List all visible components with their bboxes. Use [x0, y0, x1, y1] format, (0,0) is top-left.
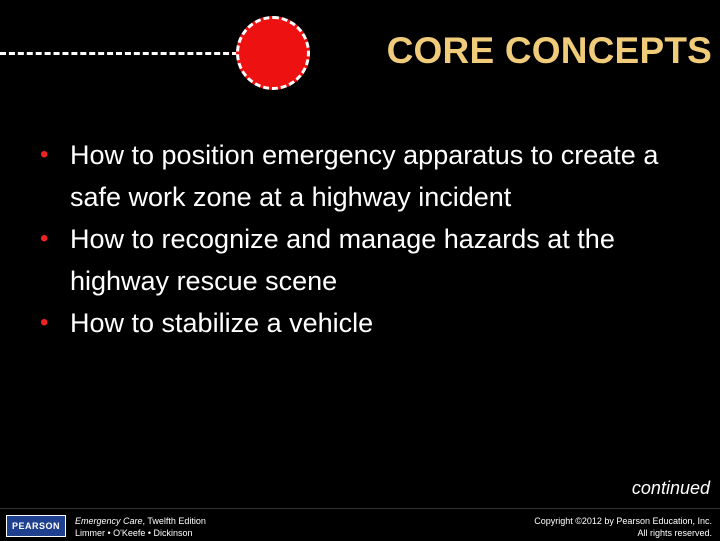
- bullet-text: How to recognize and manage hazards at the highway rescue scene: [70, 224, 615, 296]
- logo-text: PEARSON: [11, 521, 60, 531]
- book-info: [75, 515, 206, 539]
- bullet-text: How to position emergency apparatus to create a safe work zone at a highway incident: [70, 140, 659, 212]
- pearson-logo: [6, 515, 66, 537]
- book-title-line: [75, 515, 206, 527]
- slide-footer: [0, 508, 720, 541]
- copyright-info: [534, 515, 712, 539]
- book-authors: Limmer • O'Keefe • Dickinson: [75, 528, 193, 538]
- book-edition: , Twelfth Edition: [142, 516, 206, 526]
- bullet-text: How to stabilize a vehicle: [70, 308, 374, 338]
- bullet-item: [28, 302, 708, 344]
- bullet-icon: •: [40, 225, 49, 252]
- red-circle-graphic: [236, 16, 310, 90]
- bullet-list: [28, 134, 708, 344]
- bullet-icon: •: [40, 141, 49, 168]
- slide-title: CORE CONCEPTS: [386, 30, 712, 71]
- dashed-road-line: [0, 52, 238, 55]
- bullet-icon: •: [40, 309, 49, 336]
- bullet-item: [28, 218, 708, 302]
- bullet-item: [28, 134, 708, 218]
- copyright-text: Copyright ©2012 by Pearson Education, Inc.: [534, 516, 712, 526]
- rights-text: All rights reserved.: [637, 528, 712, 538]
- continued-label: continued: [631, 478, 710, 498]
- book-title: Emergency Care: [75, 516, 143, 526]
